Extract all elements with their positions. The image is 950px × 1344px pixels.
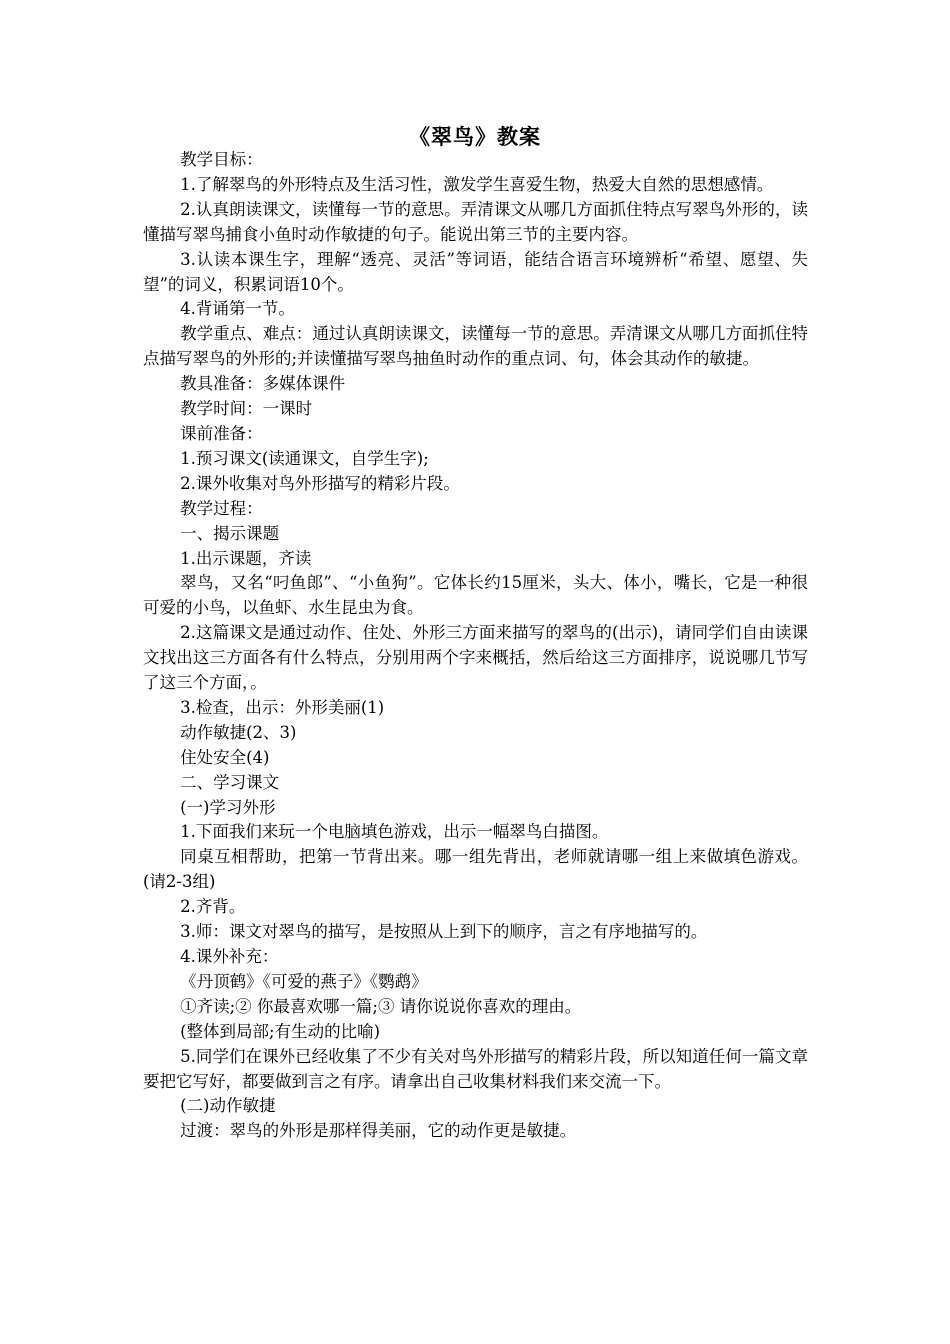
paragraph: 1.预习课文(读通课文，自学生字); <box>180 448 429 468</box>
paragraph: 1.出示课题，齐读 <box>180 548 312 568</box>
paragraph: 教具准备：多媒体课件 <box>180 374 346 394</box>
paragraph: 教学重点、难点：通过认真朗读课文，读懂每一节的意思。弄清课文从哪几方面抓住特点描写翠鸟的外形的;并读懂描写翠鸟抽鱼时动作的重点词、句，体会其动作的敏捷。 <box>143 324 808 369</box>
paragraph: 1.了解翠鸟的外形特点及生活习性，激发学生喜爱生物，热爱大自然的思想感情。 <box>180 174 774 194</box>
document-body <box>143 148 808 1144</box>
paragraph: 4.课外补充： <box>180 947 279 966</box>
paragraph: 一、揭示课题 <box>180 523 280 543</box>
paragraph: 同桌互相帮助，把第一节背出来。哪一组先背出，老师就请哪一组上来做填色游戏。(请2-3组) <box>143 847 808 892</box>
paragraph: 过渡：翠鸟的外形是那样得美丽，它的动作更是敏捷。 <box>180 1121 577 1141</box>
paragraph: 住处安全(4) <box>180 747 270 767</box>
paragraph: 5.同学们在课外已经收集了不少有关对鸟外形描写的精彩片段，所以知道任何一篇文章要把它写好，都要做到言之有序。请拿出自己收集材料我们来交流一下。 <box>143 1046 808 1091</box>
paragraph: 3.认读本课生字，理解“透亮、灵活”等词语，能结合语言环境辨析“希望、愿望、失望”的词义，积累词语10个。 <box>143 249 808 294</box>
paragraph: 1.下面我们来玩一个电脑填色游戏，出示一幅翠鸟白描图。 <box>180 822 609 842</box>
paragraph: 教学时间：一课时 <box>180 399 313 419</box>
paragraph: 动作敏捷(2、3) <box>180 722 297 742</box>
paragraph: (二)动作敏捷 <box>180 1096 276 1116</box>
paragraph: ①齐读;② 你最喜欢哪一篇;③ 请你说说你喜欢的理由。 <box>180 996 582 1016</box>
paragraph: 教学过程： <box>180 498 263 518</box>
paragraph: (一)学习外形 <box>180 797 276 817</box>
paragraph: 3.检查，出示：外形美丽(1) <box>180 697 385 717</box>
paragraph: 2.认真朗读课文，读懂每一节的意思。弄清课文从哪几方面抓住特点写翠鸟外形的，读懂描写翠鸟捕食小鱼时动作敏捷的句子。能说出第三节的主要内容。 <box>143 199 808 244</box>
paragraph: 2.课外收集对鸟外形描写的精彩片段。 <box>180 473 460 493</box>
paragraph: 二、学习课文 <box>180 772 280 792</box>
paragraph: 4.背诵第一节。 <box>180 299 295 319</box>
paragraph: 课前准备： <box>180 423 263 443</box>
paragraph: 3.师：课文对翠鸟的描写，是按照从上到下的顺序，言之有序地描写的。 <box>180 922 708 942</box>
paragraph: (整体到局部;有生动的比喻) <box>180 1021 381 1041</box>
paragraph: 《丹顶鹤》《可爱的燕子》《鹦鹉》 <box>180 971 428 991</box>
paragraph: 2.齐背。 <box>180 897 246 917</box>
paragraph: 翠鸟，又名“叼鱼郎”、“小鱼狗”。它体长约15厘米，头大、体小，嘴长，它是一种很可爱的小鸟，以鱼虾、水生昆虫为食。 <box>143 573 808 618</box>
document-title: 《翠鸟》教案 <box>409 124 541 149</box>
paragraph: 2.这篇课文是通过动作、住处、外形三方面来描写的翠鸟的(出示)，请同学们自由读课文找出这三方面各有什么特点，分别用两个字来概括，然后给这三方面排序，说说哪几节写了这三个方面，。 <box>143 623 808 693</box>
paragraph: 教学目标： <box>180 150 263 169</box>
